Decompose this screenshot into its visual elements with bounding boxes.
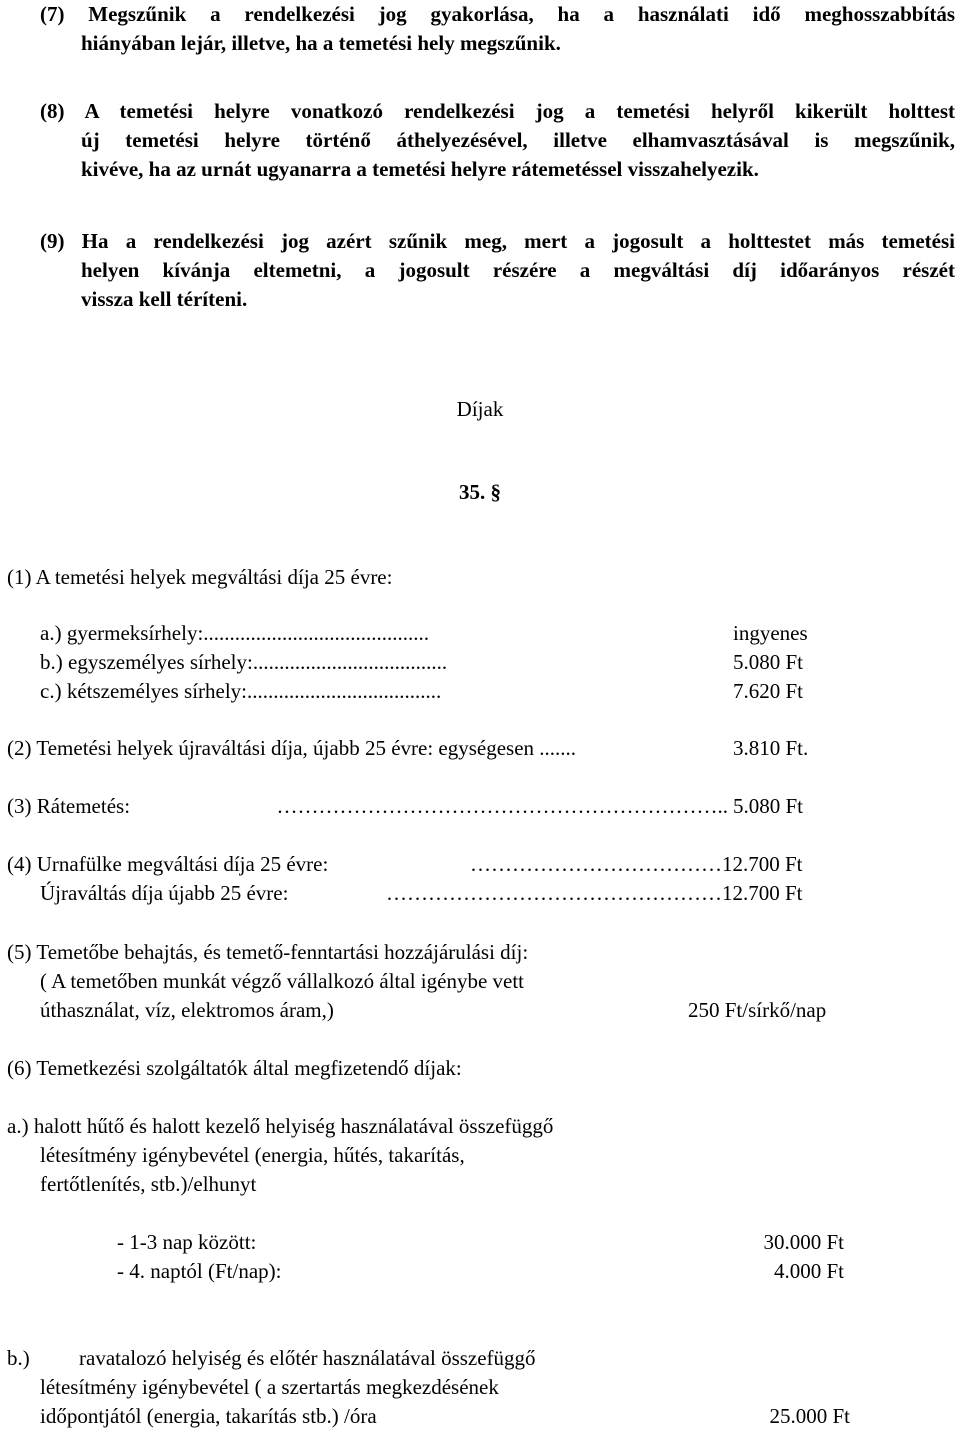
fee-5-line-3: úthasználat, víz, elektromos áram,) xyxy=(40,998,334,1022)
paragraph-8-line-1: (8) A temetési helyre vonatkozó rendelkezési jog a temetési helyről kikerült holttest xyxy=(40,99,955,123)
fee-4b-dots: ………………………………………… xyxy=(386,881,722,905)
fee-3-label: (3) Rátemetés: xyxy=(7,794,131,818)
paragraph-9-line-1: (9) Ha a rendelkezési jog azért szűnik meg, mert a jogosult a holttestet más temetési xyxy=(40,229,955,253)
fee-item-c-value: 7.620 Ft xyxy=(733,679,804,703)
fee-6a-line-1: a.) halott hűtő és halott kezelő helyiség használatával összefüggő xyxy=(7,1114,554,1138)
fee-item-b-label: b.) egyszemélyes sírhely:..................................... xyxy=(40,650,448,674)
fee-4b-value: 12.700 Ft xyxy=(722,881,803,905)
fee-4-label: (4) Urnafülke megváltási díja 25 évre: xyxy=(7,852,329,876)
paragraph-8-line-3: kivéve, ha az urnát ugyanarra a temetési helyre rátemetéssel visszahelyezik. xyxy=(81,157,759,181)
fee-3-value: 5.080 Ft xyxy=(733,794,804,818)
paragraph-7-line-2: hiányában lejár, illetve, ha a temetési hely megszűnik. xyxy=(81,31,561,55)
fee-6a-line-2: létesítmény igénybevétel (energia, hűtés, takarítás, xyxy=(40,1143,465,1167)
fee-item-a-label: a.) gyermeksírhely:........................................... xyxy=(40,621,430,645)
fee-5-line-2: ( A temetőben munkát végző vállalkozó által igénybe vett xyxy=(40,969,525,993)
fee-4-value: 12.700 Ft xyxy=(722,852,803,876)
paragraph-9-line-2: helyen kívánja eltemetni, a jogosult részére a megváltási díj időarányos részét xyxy=(81,258,955,282)
section-number: 35. § xyxy=(459,480,501,504)
fee-6a-sub2-label: - 4. naptól (Ft/nap): xyxy=(117,1259,282,1283)
fee-6a-sub1-label: - 1-3 nap között: xyxy=(117,1230,257,1254)
fee-5-value: 250 Ft/sírkő/nap xyxy=(688,998,827,1022)
fee-6b-line-2: létesítmény igénybevétel ( a szertartás megkezdésének xyxy=(40,1375,499,1399)
fee-4-dots: ……………………………… xyxy=(470,852,722,876)
fee-5-line-1: (5) Temetőbe behajtás, és temető-fenntartási hozzájárulási díj: xyxy=(7,940,529,964)
fee-2-label: (2) Temetési helyek újraváltási díja, újabb 25 évre: egységesen ....... xyxy=(7,736,577,760)
fee-item-a-value: ingyenes xyxy=(733,621,808,645)
paragraph-8-line-2: új temetési helyre történő áthelyezésével, illetve elhamvasztásával is megszűnik, xyxy=(81,128,955,152)
fee-6-heading: (6) Temetkezési szolgáltatók által megfizetendő díjak: xyxy=(7,1056,462,1080)
fee-6a-sub2-value: 4.000 Ft xyxy=(773,1259,844,1283)
section-title: Díjak xyxy=(456,397,504,421)
paragraph-9-line-3: vissza kell téríteni. xyxy=(81,287,248,311)
fee-6b-line-1: ravatalozó helyiség és előtér használatával összefüggő xyxy=(79,1346,536,1370)
fee-6b-line-3: időpontjától (energia, takarítás stb.) /óra xyxy=(40,1404,377,1428)
fee-6b-marker: b.) xyxy=(7,1346,30,1370)
fee-item-c-label: c.) kétszemélyes sírhely:..................................... xyxy=(40,679,442,703)
fee-1-heading: (1) A temetési helyek megváltási díja 25 évre: xyxy=(7,565,393,589)
paragraph-7-line-1: (7) Megszűnik a rendelkezési jog gyakorlása, ha a használati idő meghosszabbítás xyxy=(40,2,955,26)
fee-4b-label: Újraváltás díja újabb 25 évre: xyxy=(40,881,289,905)
fee-6a-line-3: fertőtlenítés, stb.)/elhunyt xyxy=(40,1172,257,1196)
fee-6b-value: 25.000 Ft xyxy=(769,1404,850,1428)
fee-3-dots: ……………………………………………………….. xyxy=(276,794,728,818)
fee-6a-sub1-value: 30.000 Ft xyxy=(763,1230,844,1254)
fee-2-value: 3.810 Ft. xyxy=(733,736,809,760)
fee-item-b-value: 5.080 Ft xyxy=(733,650,804,674)
